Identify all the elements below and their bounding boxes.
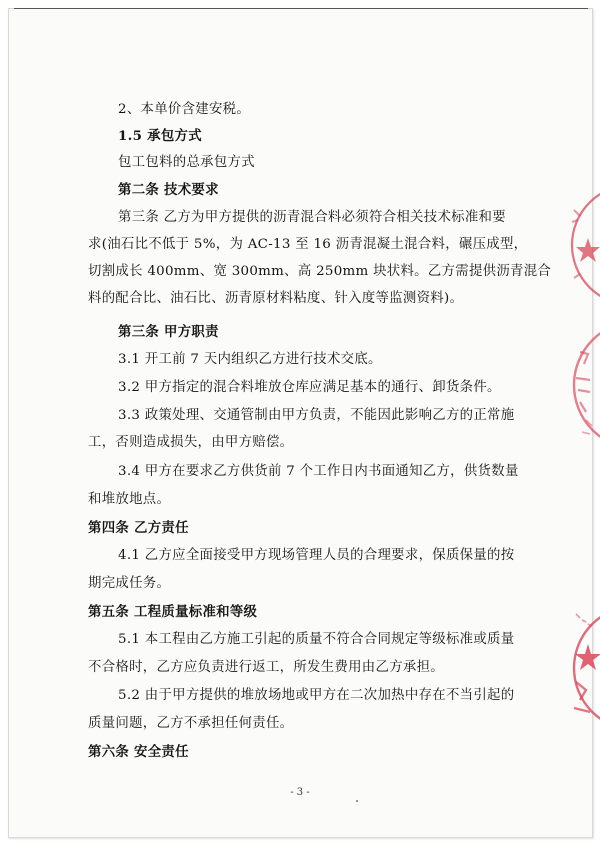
text-line-10: 3.1 开工前 7 天内组织乙方进行技术交底。 bbox=[118, 352, 382, 367]
text-line-14: 3.4 甲方在要求乙方供货前 7 个工作日内书面通知乙方，供货数量 bbox=[118, 464, 519, 479]
section-heading-1-5: 1.5 承包方式 bbox=[118, 128, 202, 144]
text-line-13: 工，否则造成损失，由甲方赔偿。 bbox=[88, 435, 294, 450]
text-line-3: 包工包料的总承包方式 bbox=[118, 155, 255, 170]
text-line-21: 不合格时，乙方应负责进行返工，所发生费用由乙方承担。 bbox=[88, 660, 444, 675]
text-line-7: 切割成长 400mm、宽 300mm、高 250mm 块状料。乙方需提供沥青混合 bbox=[88, 264, 552, 279]
text-line-17: 4.1 乙方应全面接受甲方现场管理人员的合理要求，保质保量的按 bbox=[118, 548, 515, 563]
article-heading-4: 第四条 乙方责任 bbox=[88, 520, 189, 536]
article-heading-6: 第六条 安全责任 bbox=[88, 744, 189, 760]
article-heading-3: 第三条 甲方职责 bbox=[118, 324, 219, 340]
text-line-8: 料的配合比、油石比、沥青原材料粘度、针入度等监测资料)。 bbox=[88, 291, 464, 306]
text-line-6: 求(油石比不低于 5%，为 AC-13 至 16 沥青混凝土混合料，碾压成型， bbox=[88, 237, 528, 252]
text-line-5: 第三条 乙方为甲方提供的沥青混合料必须符合相关技术标准和要 bbox=[118, 210, 506, 225]
top-border-line bbox=[14, 8, 588, 9]
text-line-11: 3.2 甲方指定的混合料堆放仓库应满足基本的通行、卸货条件。 bbox=[118, 380, 501, 395]
text-line-15: 和堆放地点。 bbox=[88, 492, 171, 507]
article-heading-2: 第二条 技术要求 bbox=[118, 182, 219, 198]
article-heading-5: 第五条 工程质量标准和等级 bbox=[88, 604, 258, 620]
seal-stamp-middle bbox=[566, 320, 600, 450]
text-line-1: 2、本单价含建安税。 bbox=[118, 102, 251, 117]
seal-stamp-bottom bbox=[566, 600, 600, 730]
text-line-12: 3.3 政策处理、交通管制由甲方负责，不能因此影响乙方的正常施 bbox=[118, 408, 515, 423]
text-line-20: 5.1 本工程由乙方施工引起的质量不符合合同规定等级标准或质量 bbox=[118, 632, 515, 647]
scan-speck bbox=[356, 800, 358, 802]
seal-stamp-top bbox=[566, 190, 600, 300]
text-line-23: 质量问题，乙方不承担任何责任。 bbox=[88, 716, 294, 731]
text-line-22: 5.2 由于甲方提供的堆放场地或甲方在二次加热中存在不当引起的 bbox=[118, 688, 515, 703]
page-number: - 3 - bbox=[290, 787, 310, 798]
text-line-18: 期完成任务。 bbox=[88, 576, 171, 591]
